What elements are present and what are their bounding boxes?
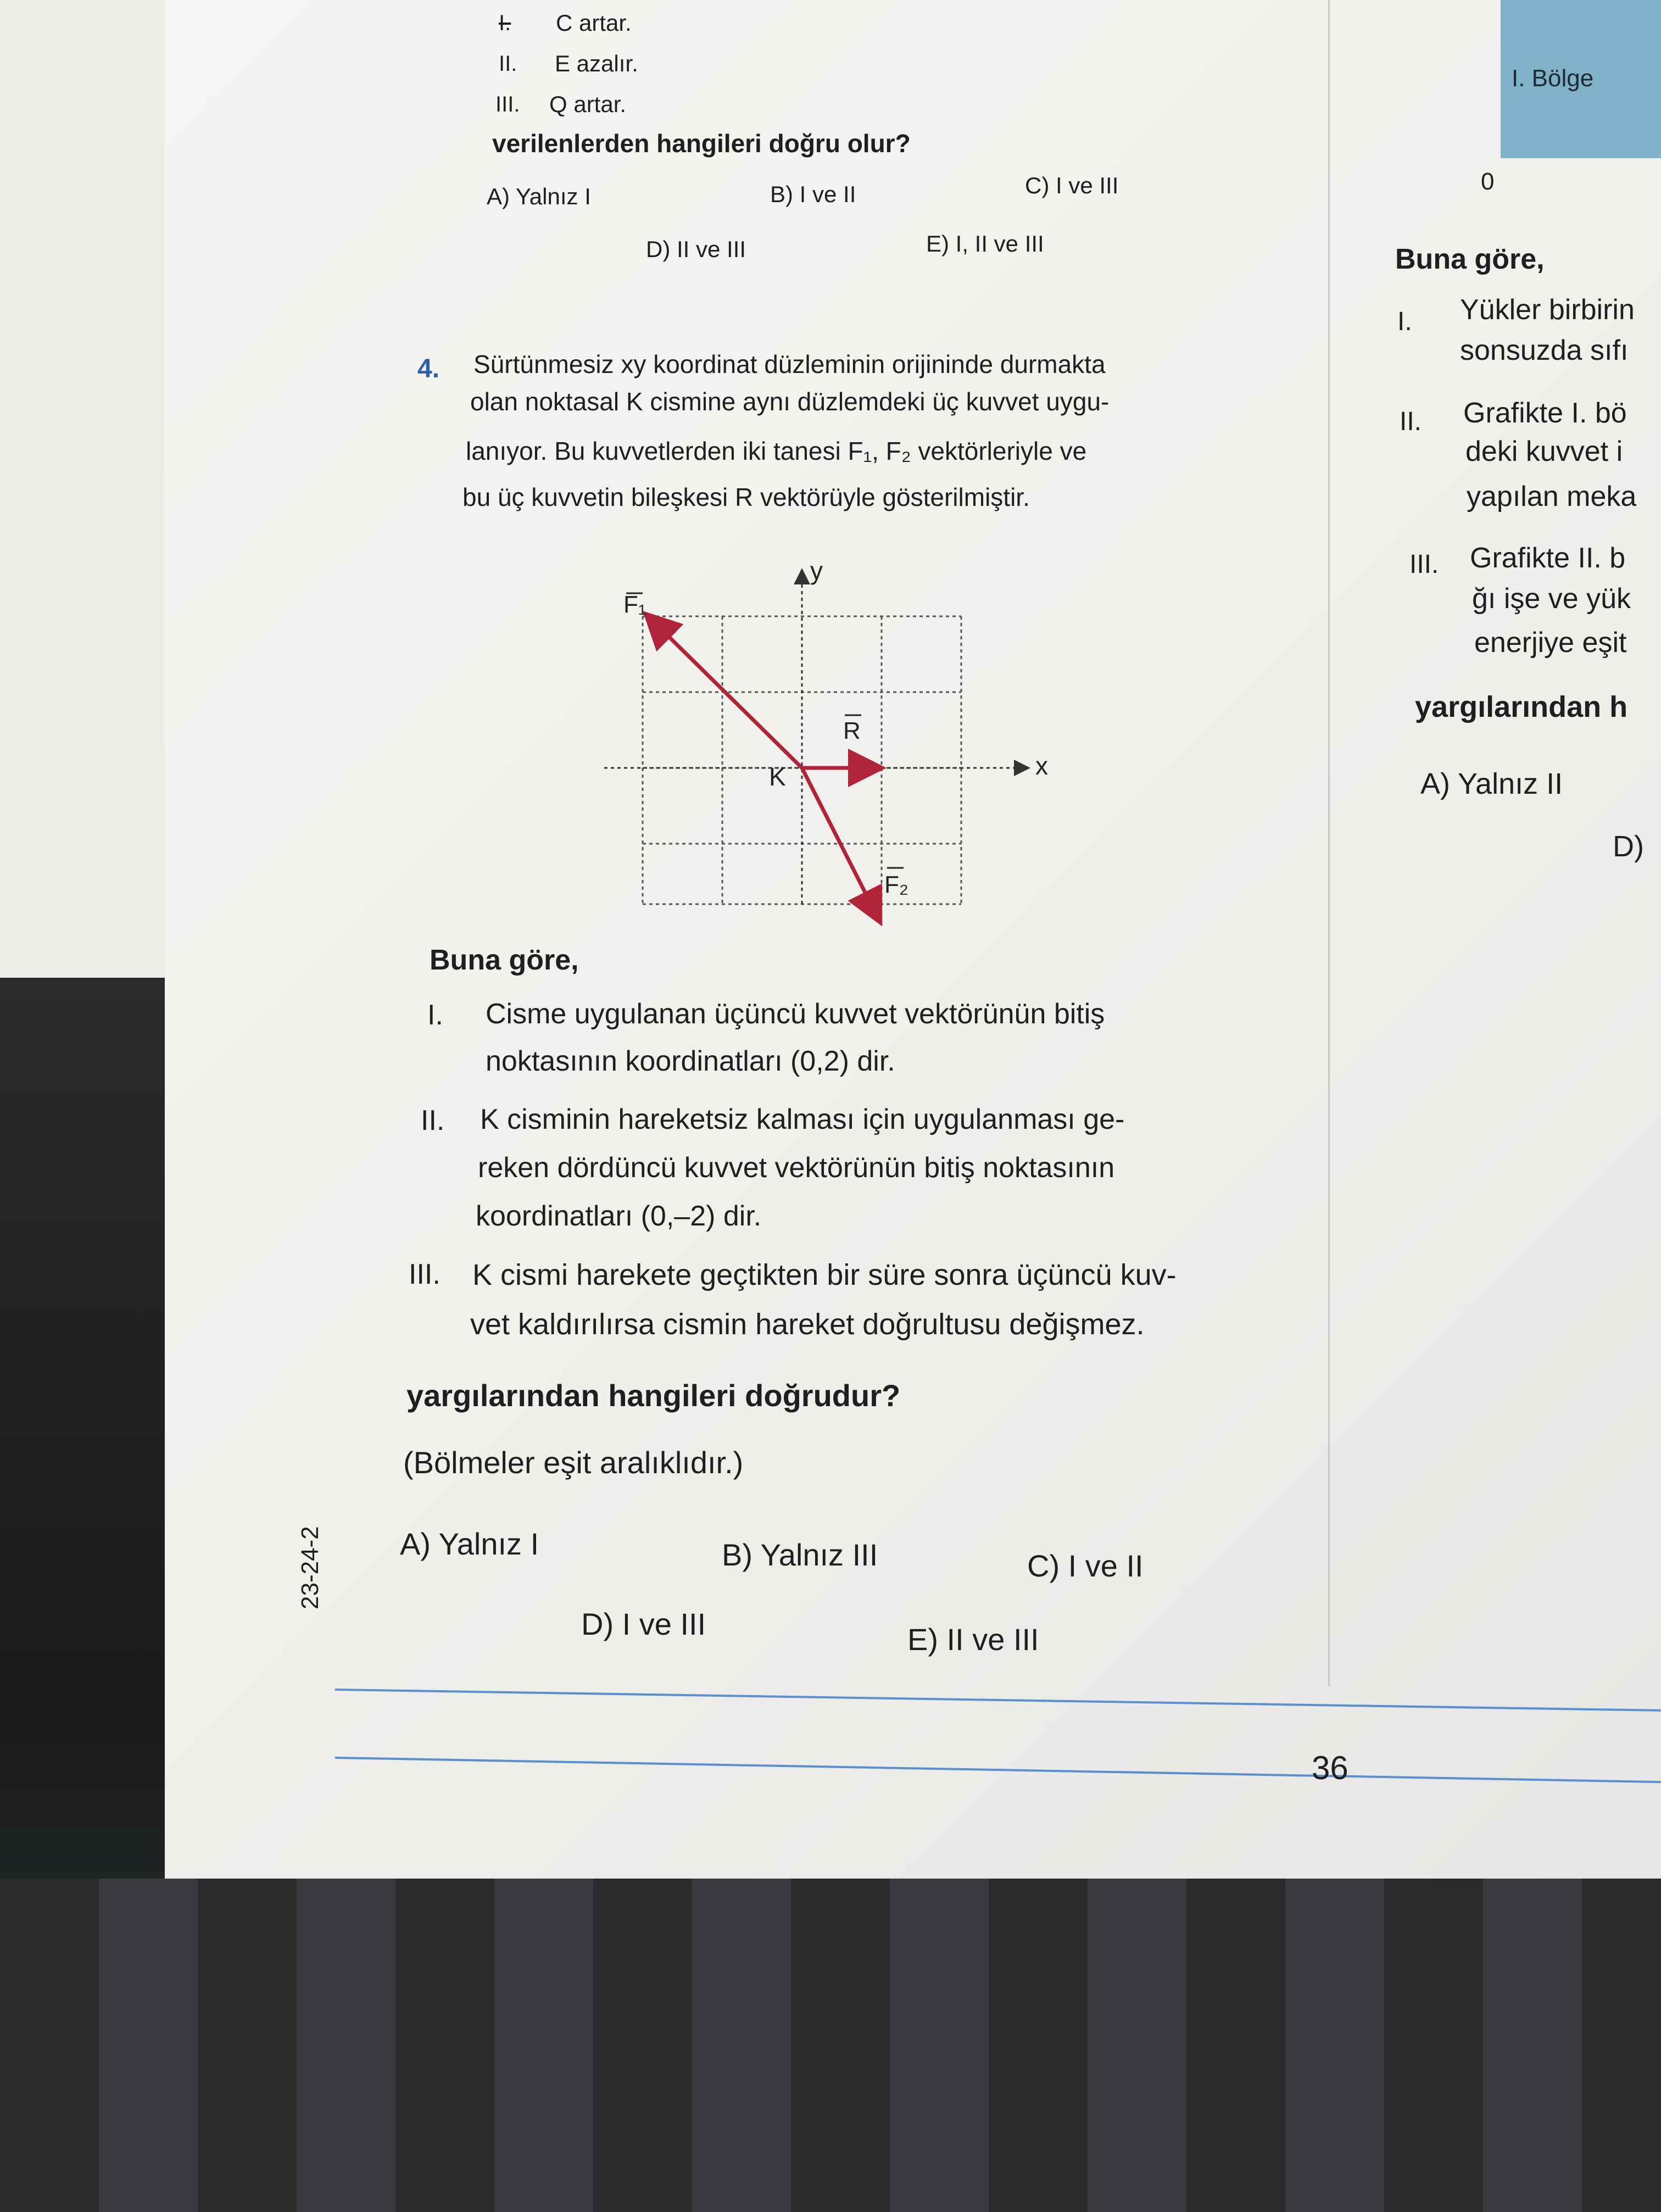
statement-numeral: II. <box>1400 407 1422 436</box>
statement-line: K cismi harekete geçtikten bir süre sonra üçüncü kuv- <box>472 1258 1177 1291</box>
option-a: A) Yalnız II <box>1420 767 1563 800</box>
column-divider <box>1328 0 1330 1686</box>
statement-line: koordinatları (0,–2) dir. <box>476 1200 762 1232</box>
statement-line: yapılan meka <box>1467 481 1637 512</box>
statement-numeral: I. <box>427 999 443 1031</box>
statement-line: Grafikte II. b <box>1470 542 1626 574</box>
question-text-line: Sürtünmesiz xy koordinat düzleminin orijininde durmakta <box>473 350 1106 378</box>
statement-line: Grafikte I. bö <box>1463 397 1627 429</box>
f2-label: F₂ <box>884 871 908 898</box>
item-numeral: I. <box>499 11 511 35</box>
buna-gore: Buna göre, <box>1395 243 1545 275</box>
question-text-line: olan noktasal K cismine aynı düzlemdeki üç kuvvet uygu- <box>470 387 1110 416</box>
statement-numeral: I. <box>1397 307 1412 336</box>
option-e: E) II ve III <box>907 1622 1039 1657</box>
question-number: 4. <box>417 354 440 383</box>
option-b: B) Yalnız III <box>722 1537 878 1572</box>
option-a: A) Yalnız I <box>487 183 591 209</box>
side-code: 23-24-2 <box>297 1526 324 1609</box>
option-c: C) I ve III <box>1025 172 1119 198</box>
option-a: A) Yalnız I <box>400 1526 539 1561</box>
option-d: D) <box>1613 830 1644 863</box>
question-note: (Bölmeler eşit aralıklıdır.) <box>403 1445 744 1480</box>
statement-numeral: II. <box>421 1105 445 1136</box>
statement-line: vet kaldırılırsa cismin hareket doğrultusu değişmez. <box>470 1308 1145 1341</box>
item-text: E azalır. <box>555 51 638 76</box>
question-prompt: yargılarından h <box>1415 690 1628 723</box>
statement-numeral: III. <box>1409 550 1439 579</box>
statement-line: deki kuvvet i <box>1465 436 1623 467</box>
option-b: B) I ve II <box>770 181 856 207</box>
y-axis-label: y <box>810 556 823 585</box>
statement-line: Yükler birbirin <box>1460 294 1635 326</box>
statement-line: ğı işe ve yük <box>1472 583 1631 615</box>
item-text: Q artar. <box>549 91 627 117</box>
question-prompt: yargılarından hangileri doğrudur? <box>406 1378 901 1413</box>
page-number: 36 <box>1312 1749 1348 1786</box>
fabric-background <box>0 1879 1661 2212</box>
buna-gore: Buna göre, <box>430 944 579 976</box>
item-numeral: III. <box>495 92 520 116</box>
option-d: D) II ve III <box>646 236 746 262</box>
f1-label: F₁ <box>623 591 646 618</box>
statement-line: Cisme uygulanan üçüncü kuvvet vektörünün bitiş <box>486 998 1105 1030</box>
option-d: D) I ve III <box>581 1607 706 1641</box>
region-tab <box>1501 0 1661 158</box>
item-text: C artar. <box>556 10 632 36</box>
region-tab-label: I. Bölge <box>1512 65 1594 92</box>
question-prompt: verilenlerden hangileri doğru olur? <box>492 129 911 158</box>
question-text-line: lanıyor. Bu kuvvetlerden iki tanesi F₁, F₂ vektörleriyle ve <box>466 437 1087 465</box>
option-c: C) I ve II <box>1027 1548 1144 1583</box>
question-text-line: bu üç kuvvetin bileşkesi R vektörüyle gösterilmiştir. <box>462 483 1030 511</box>
vector-diagram <box>593 555 1088 950</box>
r-label: R <box>843 717 861 744</box>
statement-line: K cisminin hareketsiz kalması için uygulanması ge- <box>480 1104 1125 1135</box>
statement-line: sonsuzda sıfı <box>1460 335 1629 366</box>
statement-line: noktasının koordinatları (0,2) dir. <box>486 1045 895 1077</box>
option-e: E) I, II ve III <box>926 231 1044 257</box>
statement-line: enerjiye eşit <box>1474 627 1627 659</box>
k-label: K <box>769 762 786 791</box>
statement-numeral: III. <box>409 1258 441 1290</box>
axis-zero: 0 <box>1481 168 1495 195</box>
statement-line: reken dördüncü kuvvet vektörünün bitiş noktasının <box>478 1152 1115 1184</box>
item-numeral: II. <box>499 52 517 76</box>
x-axis-label: x <box>1035 751 1048 780</box>
